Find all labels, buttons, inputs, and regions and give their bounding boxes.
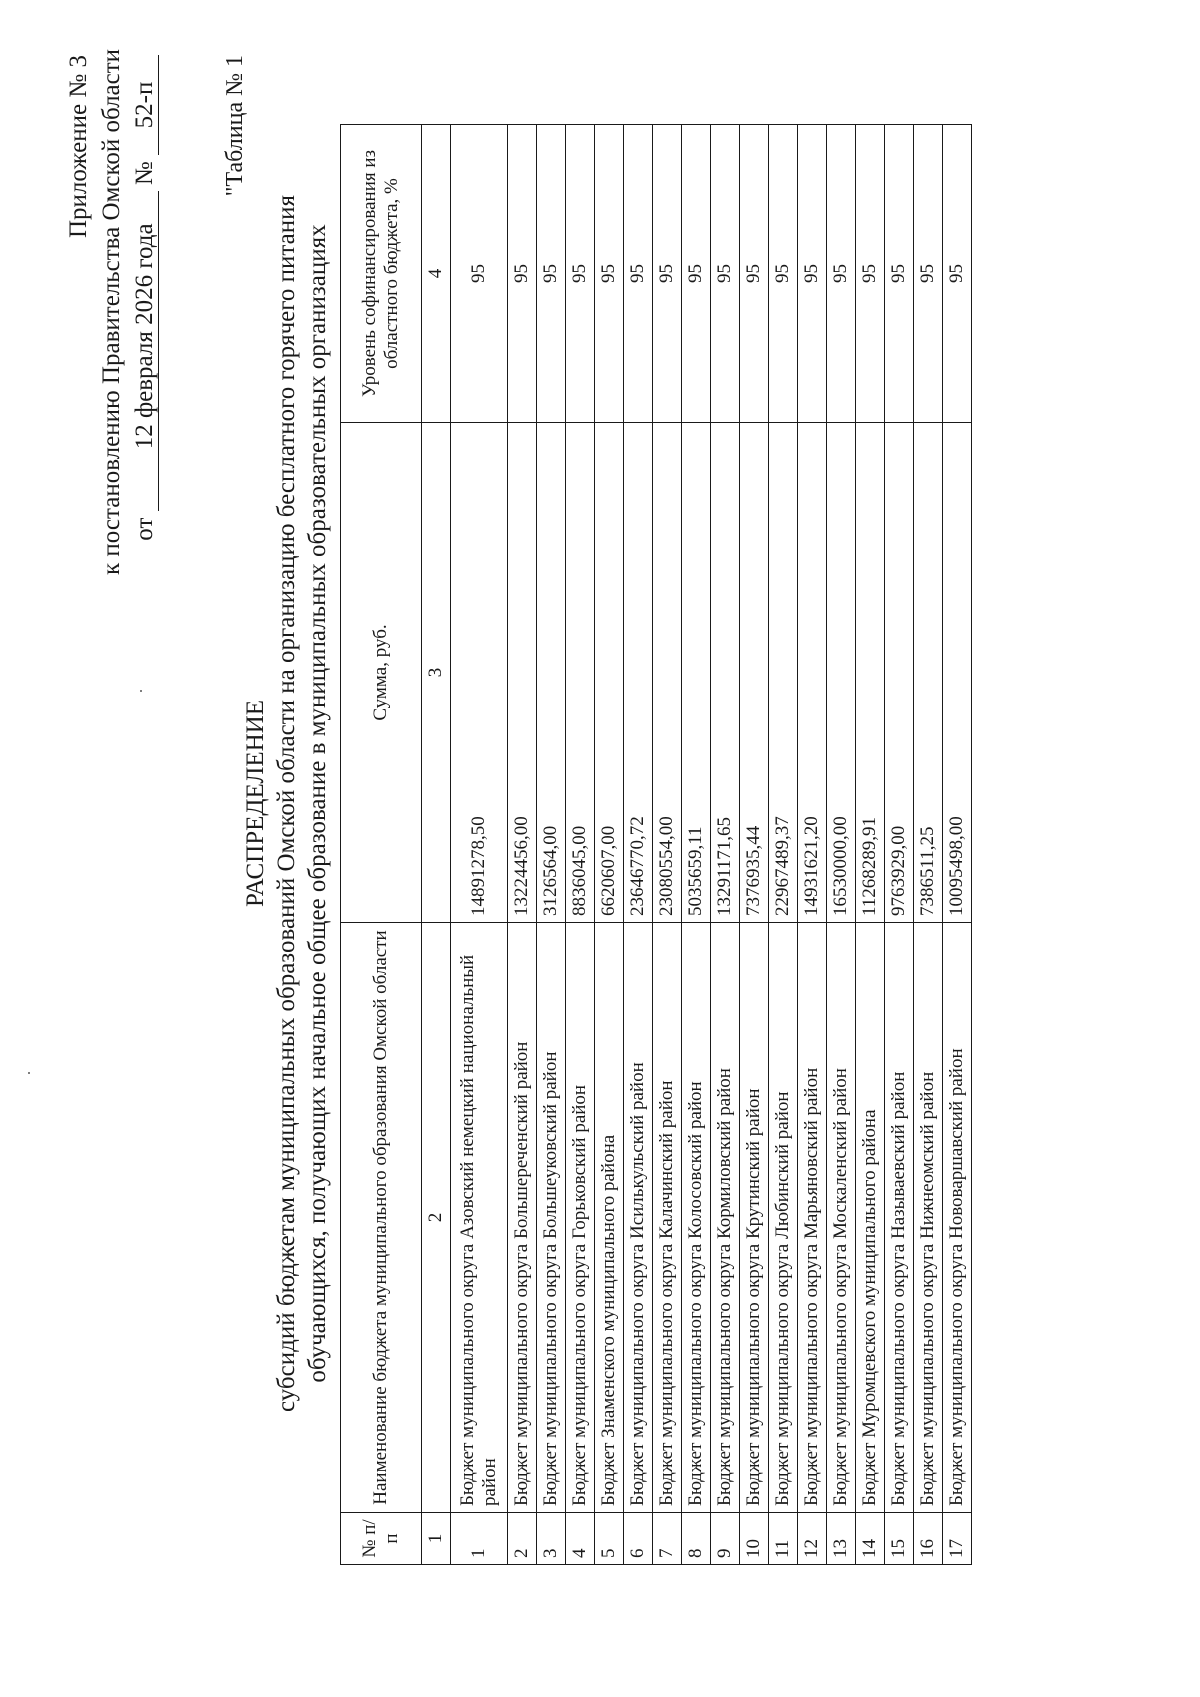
row-number: 3 xyxy=(537,1513,566,1565)
date-prefix-underline xyxy=(132,461,159,511)
row-cofinancing: 95 xyxy=(827,125,856,423)
row-budget-name: Бюджет муниципального округа Горьковский район xyxy=(566,923,595,1513)
appendix-number-label: № xyxy=(131,161,158,186)
header-cofinancing: Уровень софинансирования из областного бюджета, % xyxy=(341,125,422,423)
row-cofinancing: 95 xyxy=(653,125,682,423)
row-number: 7 xyxy=(653,1513,682,1565)
column-numbers-row xyxy=(422,125,451,1565)
row-budget-name: Бюджет муниципального округа Нововаршавский район xyxy=(943,923,972,1513)
row-sum: 16530000,00 xyxy=(827,423,856,923)
row-sum: 6620607,00 xyxy=(595,423,624,923)
row-number: 5 xyxy=(595,1513,624,1565)
table-row xyxy=(537,125,566,1565)
table-row xyxy=(798,125,827,1565)
appendix-date-line xyxy=(128,55,161,575)
header-sum: Сумма, руб. xyxy=(341,423,422,923)
document-heading xyxy=(240,40,333,1567)
table-row xyxy=(624,125,653,1565)
row-cofinancing: 95 xyxy=(740,125,769,423)
row-cofinancing: 95 xyxy=(451,125,508,423)
row-cofinancing: 95 xyxy=(537,125,566,423)
row-cofinancing: 95 xyxy=(624,125,653,423)
row-sum: 10095498,00 xyxy=(943,423,972,923)
table-row xyxy=(682,125,711,1565)
row-sum: 5035659,11 xyxy=(682,423,711,923)
row-number: 8 xyxy=(682,1513,711,1565)
table-label: "Таблица № 1 xyxy=(222,55,248,197)
column-number: 3 xyxy=(422,423,451,923)
row-number: 9 xyxy=(711,1513,740,1565)
row-budget-name: Бюджет муниципального округа Калачинский район xyxy=(653,923,682,1513)
column-number: 4 xyxy=(422,125,451,423)
table-row xyxy=(914,125,943,1565)
row-budget-name: Бюджет муниципального округа Называевский район xyxy=(885,923,914,1513)
row-number: 16 xyxy=(914,1513,943,1565)
row-sum: 14931621,20 xyxy=(798,423,827,923)
row-budget-name: Бюджет муниципального округа Колосовский район xyxy=(682,923,711,1513)
row-number: 10 xyxy=(740,1513,769,1565)
row-sum: 7376935,44 xyxy=(740,423,769,923)
row-budget-name: Бюджет муниципального округа Исилькульский район xyxy=(624,923,653,1513)
row-number: 2 xyxy=(508,1513,537,1565)
row-number: 1 xyxy=(451,1513,508,1565)
row-budget-name: Бюджет муниципального округа Марьяновский район xyxy=(798,923,827,1513)
row-number: 4 xyxy=(566,1513,595,1565)
row-sum: 3126564,00 xyxy=(537,423,566,923)
row-budget-name: Бюджет Муромцевского муниципального района xyxy=(856,923,885,1513)
table-row xyxy=(740,125,769,1565)
row-budget-name: Бюджет муниципального округа Любинский район xyxy=(769,923,798,1513)
row-cofinancing: 95 xyxy=(769,125,798,423)
table-row xyxy=(653,125,682,1565)
column-number: 2 xyxy=(422,923,451,1513)
table-row xyxy=(451,125,508,1565)
table-row xyxy=(856,125,885,1565)
table-row xyxy=(711,125,740,1565)
row-cofinancing: 95 xyxy=(798,125,827,423)
row-number: 12 xyxy=(798,1513,827,1565)
table-row xyxy=(595,125,624,1565)
appendix-from-label: от xyxy=(131,517,158,541)
row-budget-name: Бюджет муниципального округа Нижнеомский район xyxy=(914,923,943,1513)
row-number: 11 xyxy=(769,1513,798,1565)
appendix-title: Приложение № 3 xyxy=(65,55,92,239)
row-sum: 23080554,00 xyxy=(653,423,682,923)
heading-subtitle-2: обучающихся, получающих начальное общее образование в муниципальных образовательных организациях xyxy=(304,224,331,1383)
table-row xyxy=(885,125,914,1565)
row-budget-name: Бюджет муниципального округа Большеуковский район xyxy=(537,923,566,1513)
row-number: 13 xyxy=(827,1513,856,1565)
appendix-resolution: к постановлению Правительства Омской области xyxy=(98,48,125,575)
appendix-number: 52-п xyxy=(132,55,159,155)
heading-subtitle-1: субсидий бюджетам муниципальных образований Омской области на организацию бесплатного горячего питания xyxy=(273,195,300,1412)
row-number: 14 xyxy=(856,1513,885,1565)
row-number: 6 xyxy=(624,1513,653,1565)
row-sum: 14891278,50 xyxy=(451,423,508,923)
row-sum: 13224456,00 xyxy=(508,423,537,923)
table-row xyxy=(566,125,595,1565)
row-number: 15 xyxy=(885,1513,914,1565)
distribution-table xyxy=(340,124,972,1565)
row-number: 17 xyxy=(943,1513,972,1565)
row-cofinancing: 95 xyxy=(682,125,711,423)
table-row xyxy=(827,125,856,1565)
row-cofinancing: 95 xyxy=(856,125,885,423)
row-sum: 7386511,25 xyxy=(914,423,943,923)
row-sum: 8836045,00 xyxy=(566,423,595,923)
row-budget-name: Бюджет муниципального округа Крутинский район xyxy=(740,923,769,1513)
row-sum: 9763929,00 xyxy=(885,423,914,923)
table-row xyxy=(508,125,537,1565)
row-budget-name: Бюджет муниципального округа Большереченский район xyxy=(508,923,537,1513)
date-suffix-underline xyxy=(132,191,159,211)
row-budget-name: Бюджет муниципального округа Кормиловский район xyxy=(711,923,740,1513)
heading-title: РАСПРЕДЕЛЕНИЕ xyxy=(242,699,269,908)
row-budget-name: Бюджет муниципального округа Азовский немецкий национальный район xyxy=(451,923,508,1513)
appendix-date: 12 февраля 2026 года xyxy=(132,211,159,461)
column-number: 1 xyxy=(422,1513,451,1565)
header-name: Наименование бюджета муниципального образования Омской области xyxy=(341,923,422,1513)
table-header-row xyxy=(341,125,422,1565)
row-budget-name: Бюджет муниципального округа Москаленский район xyxy=(827,923,856,1513)
row-cofinancing: 95 xyxy=(595,125,624,423)
table-row xyxy=(943,125,972,1565)
header-number: № п/п xyxy=(341,1513,422,1565)
table-row xyxy=(769,125,798,1565)
row-cofinancing: 95 xyxy=(885,125,914,423)
row-cofinancing: 95 xyxy=(508,125,537,423)
row-sum: 13291171,65 xyxy=(711,423,740,923)
row-budget-name: Бюджет Знаменского муниципального района xyxy=(595,923,624,1513)
row-sum: 23646770,72 xyxy=(624,423,653,923)
row-cofinancing: 95 xyxy=(943,125,972,423)
appendix-block xyxy=(62,48,161,575)
row-sum: 11268289,91 xyxy=(856,423,885,923)
row-cofinancing: 95 xyxy=(566,125,595,423)
row-cofinancing: 95 xyxy=(914,125,943,423)
row-sum: 22967489,37 xyxy=(769,423,798,923)
row-cofinancing: 95 xyxy=(711,125,740,423)
